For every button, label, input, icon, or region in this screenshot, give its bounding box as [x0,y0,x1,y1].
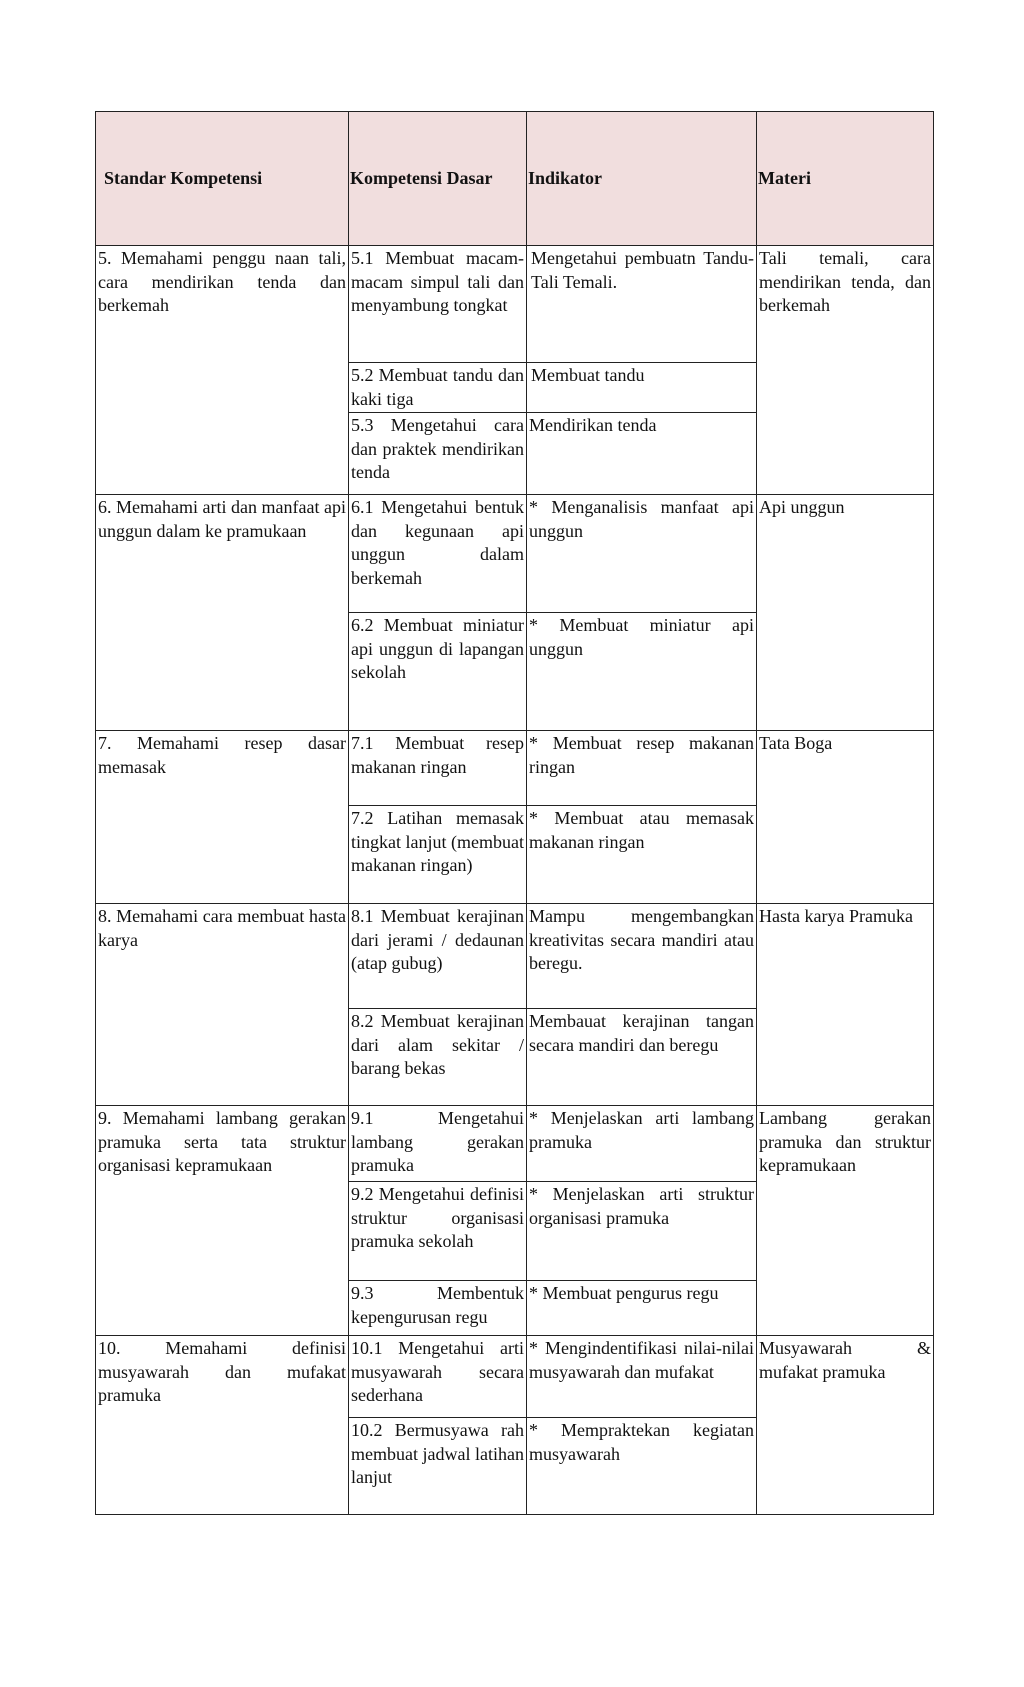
kd-cell: 9.1 Mengetahui lambang gerakan pramuka [349,1106,527,1182]
header-materi: Materi [757,112,934,246]
kd-cell: 7.2 Latihan memasak tingkat lanjut (membuat makanan ringan) [349,806,527,904]
header-indikator: Indikator [527,112,757,246]
sk-cell: 9. Memahami lambang gerakan pramuka serta tata struktur organisasi kepramukaan [96,1106,349,1336]
kd-cell: 8.1 Membuat kerajinan dari jerami / dedaunan (atap gubug) [349,904,527,1009]
indikator-cell: Mampu mengembangkan kreativitas secara mandiri atau beregu. [527,904,757,1009]
indikator-cell: * Menjelaskan arti lambang pramuka [527,1106,757,1182]
materi-cell: Musyawarah & mufakat pramuka [757,1336,934,1515]
indikator-cell: * Membuat resep makanan ringan [527,731,757,806]
kd-cell: 6.1 Mengetahui bentuk dan kegunaan api unggun dalam berkemah [349,495,527,613]
header-row [96,112,934,246]
materi-cell: Lambang gerakan pramuka dan struktur kepramukaan [757,1106,934,1336]
kd-cell: 5.1 Membuat macam-macam simpul tali dan menyambung tongkat [349,246,527,363]
materi-cell: Hasta karya Pramuka [757,904,934,1106]
kd-cell: 8.2 Membuat kerajinan dari alam sekitar / barang bekas [349,1009,527,1106]
header-kompetensi-dasar: Kompetensi Dasar [349,112,527,246]
table-row [96,246,934,363]
indikator-cell: * Membuat pengurus regu [527,1281,757,1336]
kd-cell: 5.2 Membuat tandu dan kaki tiga [349,363,527,413]
materi-cell: Tali temali, cara mendirikan tenda, dan berkemah [757,246,934,495]
materi-cell: Api unggun [757,495,934,731]
materi-cell: Tata Boga [757,731,934,904]
table-row [96,904,934,1009]
table-row [96,731,934,806]
sk-cell: 7. Memahami resep dasar memasak [96,731,349,904]
competency-table [95,111,934,1515]
indikator-cell: * Mengindentifikasi nilai-nilai musyawarah dan mufakat [527,1336,757,1418]
kd-cell: 6.2 Membuat miniatur api unggun di lapangan sekolah [349,613,527,731]
sk-cell: 8. Memahami cara membuat hasta karya [96,904,349,1106]
header-standar-kompetensi: Standar Kompetensi [96,112,349,246]
indikator-cell: Mendirikan tenda [527,413,757,495]
indikator-cell: * Mempraktekan kegiatan musyawarah [527,1418,757,1515]
table-row [96,1336,934,1418]
table-row [96,495,934,613]
indikator-cell: * Membuat atau memasak makanan ringan [527,806,757,904]
indikator-cell: * Menjelaskan arti struktur organisasi pramuka [527,1182,757,1281]
sk-cell: 6. Memahami arti dan manfaat api unggun dalam ke pramukaan [96,495,349,731]
kd-cell: 5.3 Mengetahui cara dan praktek mendirikan tenda [349,413,527,495]
sk-cell: 10. Memahami definisi musyawarah dan mufakat pramuka [96,1336,349,1515]
table-row [96,1106,934,1182]
indikator-cell: * Membuat miniatur api unggun [527,613,757,731]
kd-cell: 7.1 Membuat resep makanan ringan [349,731,527,806]
indikator-cell: Mengetahui pembuatn Tandu-Tali Temali. [527,246,757,363]
kd-cell: 9.3 Membentuk kepengurusan regu [349,1281,527,1336]
kd-cell: 10.1 Mengetahui arti musyawarah secara sederhana [349,1336,527,1418]
kd-cell: 9.2 Mengetahui definisi struktur organisasi pramuka sekolah [349,1182,527,1281]
kd-cell: 10.2 Bermusyawa rah membuat jadwal latihan lanjut [349,1418,527,1515]
sk-cell: 5. Memahami penggu naan tali, cara mendirikan tenda dan berkemah [96,246,349,495]
indikator-cell: * Menganalisis manfaat api unggun [527,495,757,613]
indikator-cell: Membuat tandu [527,363,757,413]
indikator-cell: Membauat kerajinan tangan secara mandiri dan beregu [527,1009,757,1106]
